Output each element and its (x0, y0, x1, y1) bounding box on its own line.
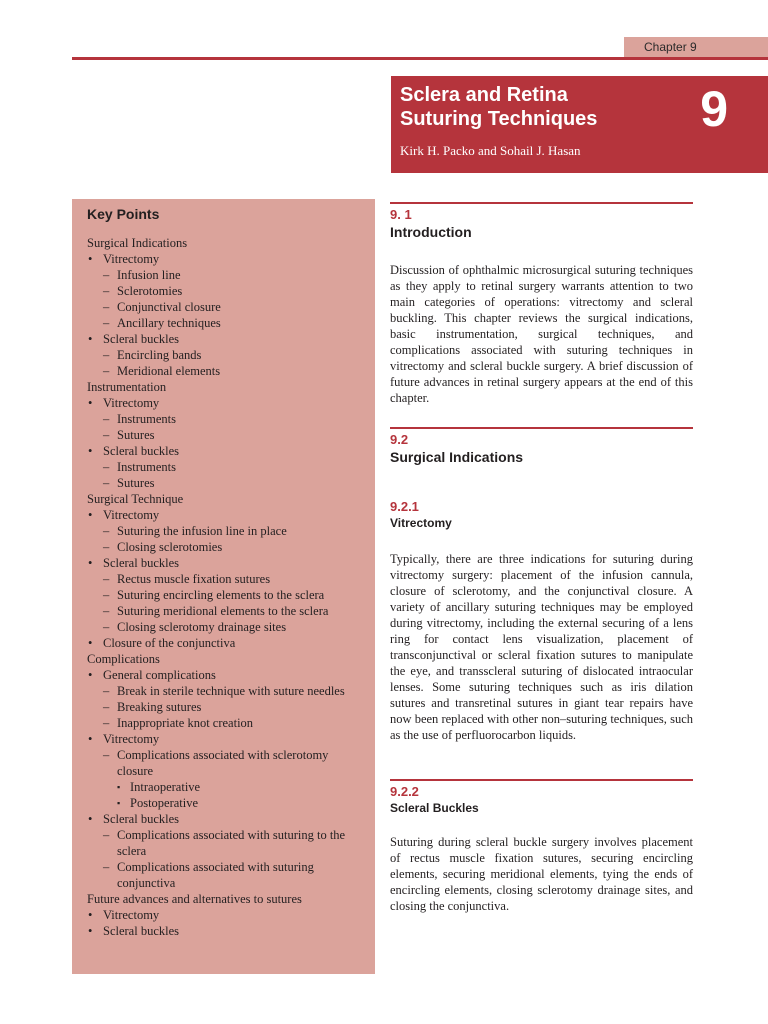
subsection-title: Vitrectomy (390, 516, 452, 530)
key-point-item: – Complications associated with sclerotomy closure (87, 747, 361, 779)
key-point-item: – Suturing encircling elements to the sclera (87, 587, 361, 603)
key-point-item: • Vitrectomy (87, 731, 361, 747)
chapter-authors: Kirk H. Packo and Sohail J. Hasan (400, 143, 581, 158)
key-point-item: – Suturing the infusion line in place (87, 523, 361, 539)
chapter-title (400, 83, 650, 131)
key-point-item: • Closure of the conjunctiva (87, 635, 361, 651)
section-title: Introduction (390, 224, 472, 240)
key-point-item: – Ancillary techniques (87, 315, 361, 331)
key-point-item: • Scleral buckles (87, 443, 361, 459)
key-point-item: Surgical Indications (87, 236, 188, 250)
key-point-item: – Sclerotomies (87, 283, 361, 299)
section-number: 9.2 (390, 432, 409, 447)
subsection-paragraph: Typically, there are three indications for suturing during vitrectomy surgery: placement of the infusion cannula, closure of sclerotomy, and the conjunctival closure. A variety of ancillary suturing techniques may be employed during vitrectomy, including the external securing of a lens ring for contact lens visualization, placement of transconjunctival or scleral fixation sutures to manipulate the eye, and transscleral suturing of dislocated intraocular lenses. Some suturing techniques such as iris dilation sutures and transretinal sutures in giant tear repairs have now been replaced with other non–suturing techniques, such as the use of perfluorocarbon liquids. (390, 552, 693, 742)
key-point-item: • Scleral buckles (87, 331, 361, 347)
key-point-item: • Scleral buckles (87, 555, 361, 571)
subsection-title: Scleral Buckles (390, 801, 479, 815)
section-paragraph: Discussion of ophthalmic microsurgical suturing techniques as they apply to retinal surgery warrants attention to two main categories of operations: vitrectomy and scleral buckling. This chapter reviews the surgical indications, basic instrumentation, surgical techniques, and complications associated with suturing techniques in vitrectomy and scleral buckle surgery. A brief discussion of future advances in retinal surgery appears at the end of this chapter. (390, 263, 693, 405)
chapter-number: 9 (700, 81, 728, 137)
key-point-item: – Infusion line (87, 267, 361, 283)
subsection-scleral-buckles (390, 779, 693, 914)
chapter-title-box (391, 76, 768, 173)
key-point-item: Future advances and alternatives to sutures (87, 892, 302, 906)
key-point-item: – Complications associated with suturing conjunctiva (87, 859, 361, 891)
key-points-box (72, 199, 375, 974)
key-point-item: – Sutures (87, 475, 361, 491)
chapter-title-line: Suturing Techniques (400, 108, 598, 130)
key-point-item: – Closing sclerotomy drainage sites (87, 619, 361, 635)
key-point-item: • General complications (87, 667, 361, 683)
key-point-item: – Meridional elements (87, 363, 361, 379)
key-point-item: • Vitrectomy (87, 907, 361, 923)
key-point-item: • Vitrectomy (87, 395, 361, 411)
key-point-item: – Closing sclerotomies (87, 539, 361, 555)
key-point-item: Instrumentation (87, 380, 167, 394)
key-point-item: – Suturing meridional elements to the sclera (87, 603, 361, 619)
key-point-item: ▪ Intraoperative (87, 779, 361, 795)
key-point-item: • Scleral buckles (87, 923, 361, 939)
section-title: Surgical Indications (390, 449, 524, 465)
section-surgical-indications (390, 427, 693, 466)
key-point-item: – Sutures (87, 427, 361, 443)
section-rule (390, 427, 693, 429)
key-point-item: Surgical Technique (87, 492, 184, 506)
key-points-heading: Key Points (87, 206, 160, 222)
key-point-item: • Scleral buckles (87, 811, 361, 827)
chapter-label: Chapter 9 (644, 40, 697, 54)
key-point-item: – Inappropriate knot creation (87, 715, 361, 731)
key-point-item: – Conjunctival closure (87, 299, 361, 315)
header-rule (72, 57, 768, 60)
chapter-tab (624, 37, 768, 57)
key-point-item: – Encircling bands (87, 347, 361, 363)
subsection-vitrectomy (390, 496, 693, 743)
key-point-item: ▪ Postoperative (87, 795, 361, 811)
key-point-item: – Instruments (87, 459, 361, 475)
section-rule (390, 202, 693, 204)
key-point-item: – Rectus muscle fixation sutures (87, 571, 361, 587)
key-point-item: – Complications associated with suturing to the sclera (87, 827, 361, 859)
key-point-item: Complications (87, 652, 160, 666)
subsection-number: 9.2.2 (390, 784, 419, 799)
chapter-title-line: Sclera and Retina (400, 84, 568, 106)
key-points-list (87, 235, 361, 939)
key-point-item: – Breaking sutures (87, 699, 361, 715)
key-point-item: • Vitrectomy (87, 251, 361, 267)
key-point-item: – Instruments (87, 411, 361, 427)
subsection-paragraph: Suturing during scleral buckle surgery involves placement of rectus muscle fixation sutures, securing encircling elements, securing meridional elements, tying the ends of encircling elements, closing sclerotomy drainage sites, and closing the conjunctiva. (390, 835, 693, 913)
section-introduction (390, 202, 693, 406)
key-point-item: • Vitrectomy (87, 507, 361, 523)
section-rule (390, 779, 693, 781)
section-number: 9. 1 (390, 207, 412, 222)
subsection-number: 9.2.1 (390, 499, 419, 514)
key-point-item: – Break in sterile technique with suture needles (87, 683, 361, 699)
